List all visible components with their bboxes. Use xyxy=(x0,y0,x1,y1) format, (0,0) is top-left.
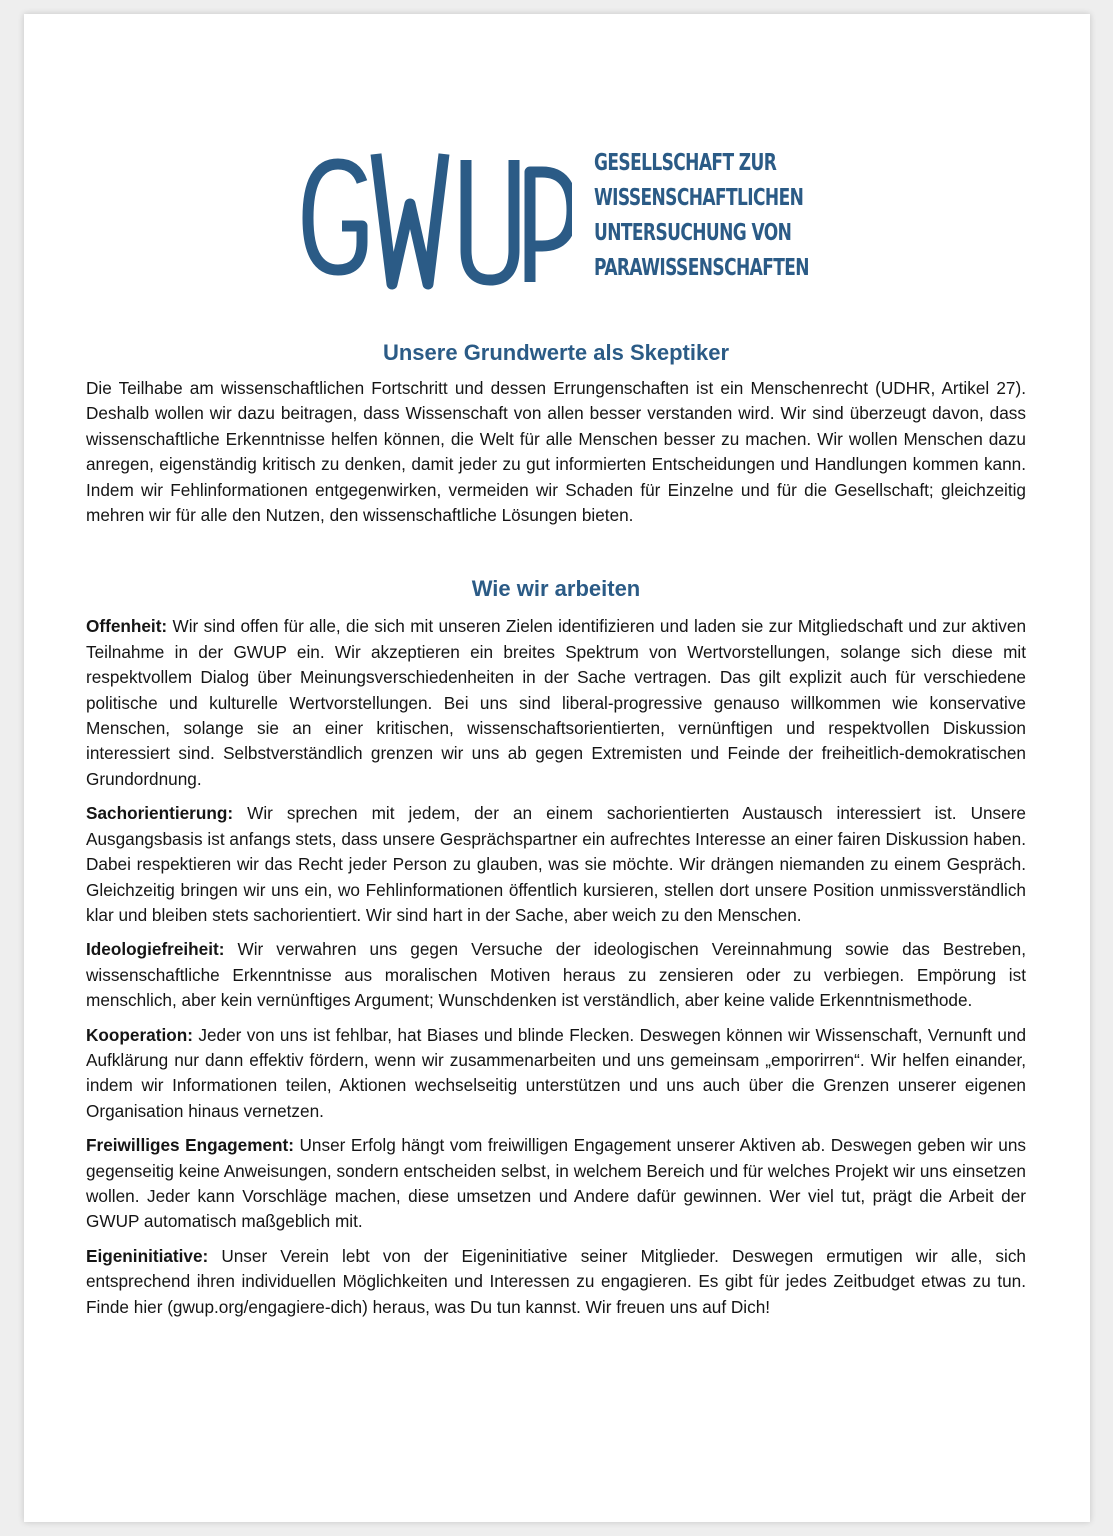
logo-tagline-line: UNTERSUCHUNG VON xyxy=(594,220,792,246)
section-heading-arbeiten: Wie wir arbeiten xyxy=(471,576,641,602)
logo-tagline-line: GESELLSCHAFT ZUR xyxy=(594,150,777,176)
logo-tagline-line: WISSENSCHAFTLICHEN xyxy=(594,185,804,211)
logo-tagline-line: PARAWISSENSCHAFTEN xyxy=(594,255,809,281)
section-heading-grundwerte: Unsere Grundwerte als Skeptiker xyxy=(382,340,730,365)
principle-text: Wir sprechen mit jedem, der an einem sachorientierten Austausch interessiert ist. Unsere Ausgangsbasis ist anfangs stets, dass unsere Gesprächspartner ein aufrechtes Interesse an einer fairen Diskussion haben. Dabei respektieren wir das Recht jeder Person zu glauben, was sie möchte. Wir drängen niemanden zu einem Gespräch. Gleichzeitig bringen wir uns ein, wo Fehlinformationen öffentlich kursieren, stellen dort unsere Position unmissverständlich klar und bleiben stets sachorientiert. Wir sind hart in der Sache, aber weich zu den Menschen. xyxy=(86,803,1026,925)
principle-text: Unser Erfolg hängt vom freiwilligen Engagement unserer Aktiven ab. Deswegen geben wir uns gegenseitig keine Anweisungen, sondern entscheiden selbst, in welchem Bereich und für welches Projekt wir uns einsetzen wollen. Jeder kann Vorschläge machen, diese umsetzen und Andere dafür gewinnen. Wer viel tut, prägt die Arbeit der GWUP automatisch maßgeblich mit. xyxy=(86,1135,1026,1232)
principle-freiwilliges-engagement xyxy=(86,1133,1026,1235)
principle-sachorientierung xyxy=(86,801,1026,928)
principle-label: Kooperation: xyxy=(86,1024,193,1045)
principle-text: Wir verwahren uns gegen Versuche der ideologischen Vereinnahmung sowie das Bestreben, wissenschaftliche Erkenntnisse aus moralischen Motiven heraus zu zensieren oder zu verbiegen. Empörung ist menschlich, aber kein vernünftiges Argument; Wunschdenken ist verständlich, aber keine valide Erkenntnismethode. xyxy=(86,939,1026,1011)
principle-eigeninitiative xyxy=(86,1244,1026,1320)
document-body xyxy=(86,336,1026,1329)
principle-label: Eigeninitiative: xyxy=(86,1245,209,1266)
logo-tagline xyxy=(594,146,854,286)
principle-ideologiefreiheit xyxy=(86,937,1026,1013)
grundwerte-paragraph: Die Teilhabe am wissenschaftlichen Fortschritt und dessen Errungenschaften ist ein Menschenrecht (UDHR, Artikel 27). Deshalb wollen wir dazu beitragen, dass Wissenschaft von allen besser verstanden wird. Wir sind überzeugt davon, dass wissenschaftliche Erkenntnisse helfen können, die Welt für alle Menschen besser zu machen. Wir wollen Menschen dazu anregen, eigenständig kritisch zu denken, damit jeder zu gut informierten Entscheidungen und Handlungen kommen kann. Indem wir Fehlinformationen entgegenwirken, vermeiden wir Schaden für Einzelne und für die Gesellschaft; gleichzeitig mehren wir für alle den Nutzen, den wissenschaftliche Lösungen bieten. xyxy=(86,378,1026,526)
principle-kooperation xyxy=(86,1023,1026,1125)
principle-label: Sachorientierung: xyxy=(86,803,234,824)
principle-label: Ideologiefreiheit: xyxy=(86,939,225,960)
principle-text: Unser Verein lebt von der Eigeninitiative seiner Mitglieder. Deswegen ermutigen wir alle, sich entsprechend ihren individuellen Möglichkeiten und Interessen zu engagieren. Es gibt für jedes Zeitbudget etwas zu tun. Finde hier (gwup.org/engagiere-dich) heraus, was Du tun kannst. Wir freuen uns auf Dich! xyxy=(86,1245,1026,1317)
gwup-wordmark-logo xyxy=(296,138,572,298)
principle-label: Freiwilliges Engagement: xyxy=(86,1135,294,1156)
principle-label: Offenheit: xyxy=(86,616,168,637)
gwup-logo xyxy=(296,138,826,298)
document-page xyxy=(24,14,1090,1522)
principle-text: Jeder von uns ist fehlbar, hat Biases und blinde Flecken. Deswegen können wir Wissenschaft, Vernunft und Aufklärung nur dann effektiv fördern, wenn wir zusammenarbeiten und uns gemeinsam „emporirren“. Wir helfen einander, indem wir Informationen teilen, Aktionen wechselseitig unterstützen und uns auch über die Grenzen unserer eigenen Organisation hinaus vernetzen. xyxy=(86,1024,1026,1121)
principle-offenheit xyxy=(86,614,1026,792)
principle-text: Wir sind offen für alle, die sich mit unseren Zielen identifizieren und laden sie zur Mitgliedschaft und zur aktiven Teilnahme in der GWUP ein. Wir akzeptieren ein breites Spektrum von Wertvorstellungen, solange sich diese mit respektvollem Dialog über Meinungsverschiedenheiten in der Sache vertragen. Das gilt explizit auch für verschiedene politische und kulturelle Wertvorstellungen. Bei uns sind liberal-progressive genauso willkommen wie konservative Menschen, solange sie an einer kritischen, wissenschaftsorientierten, vernünftigen und respektvollen Diskussion interessiert sind. Selbstverständlich grenzen wir uns ab gegen Extremisten und Feinde der freiheitlich-demokratischen Grundordnung. xyxy=(86,616,1026,789)
